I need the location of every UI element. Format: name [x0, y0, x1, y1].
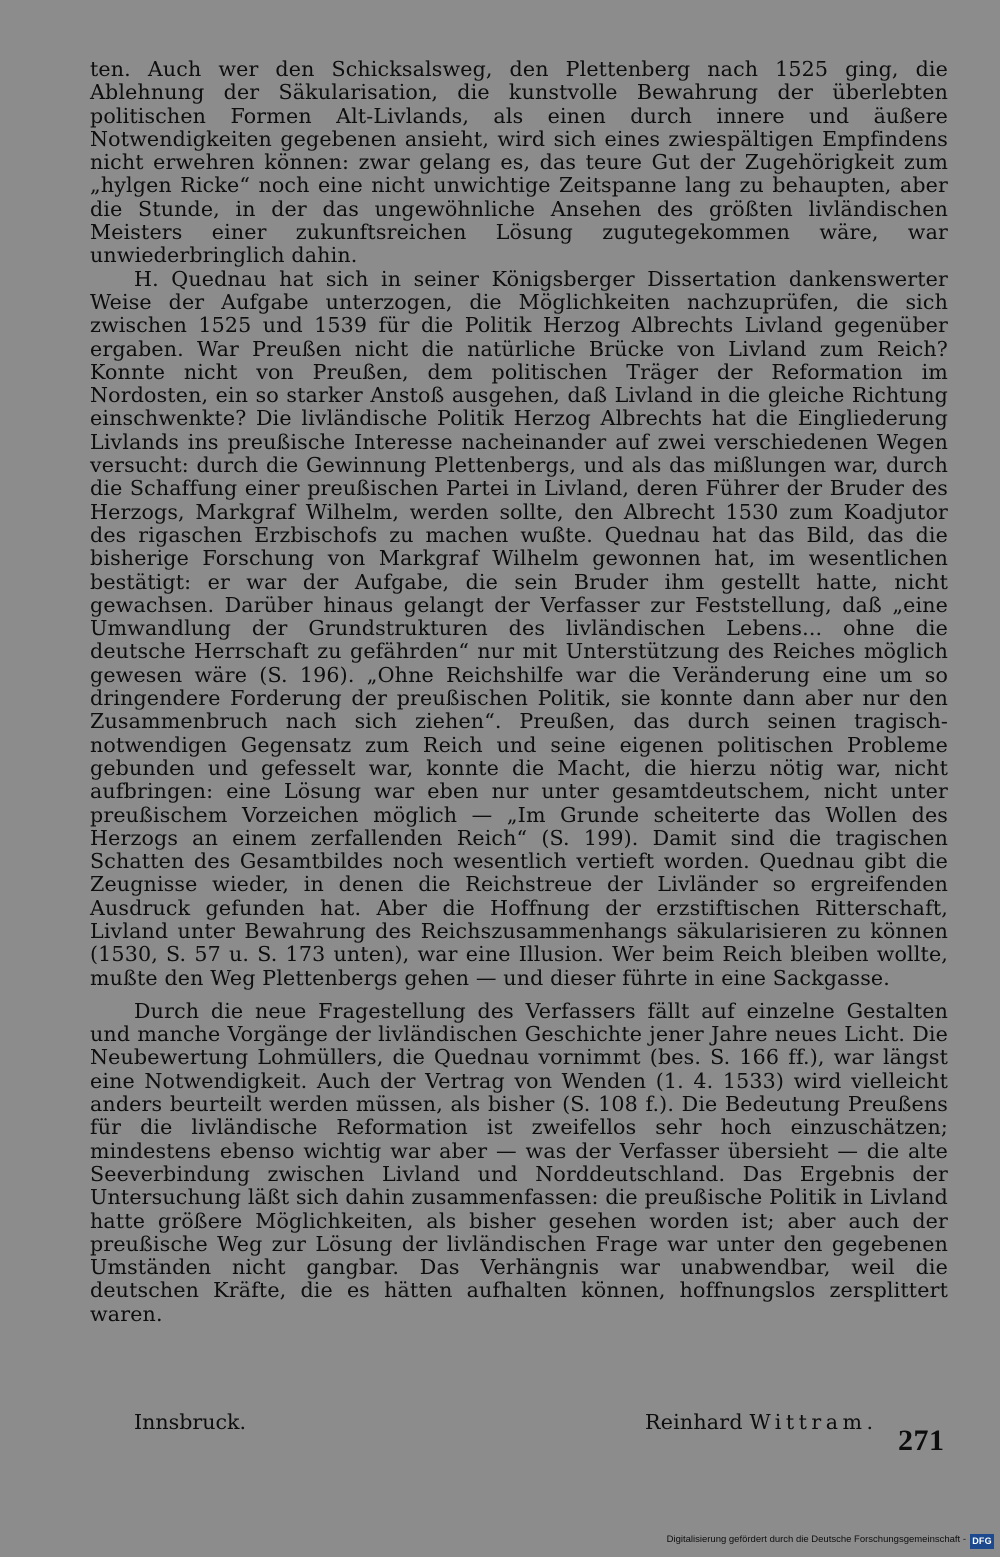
digitization-credit: Digitalisierung gefördert durch die Deutsche Forschungsgemeinschaft -	[666, 1534, 966, 1545]
signature-line	[90, 1405, 948, 1439]
paragraph-conclusion: Durch die neue Fragestellung des Verfassers fällt auf einzelne Gestalten und manche Vorgänge der livländischen Geschichte jener Jahre neues Licht. Die Neubewertung Lohmüllers, die Quednau vornimmt (bes. S. 166 ff.), war längst eine Notwendigkeit. Auch der Vertrag von Wenden (1. 4. 1533) wird vielleicht anders beurteilt werden müssen, als bisher (S. 108 f.). Die Bedeutung Preußens für die livländische Reformation ist zweifellos sehr hoch einzuschätzen; mindestens ebenso wichtig war aber — was der Verfasser übersieht — die alte Seeverbindung zwischen Livland und Norddeutschland. Das Ergebnis der Untersuchung läßt sich dahin zusammenfassen: die preußische Politik in Livland hatte größere Möglichkeiten, als bisher gesehen worden ist; aber auch der preußische Weg zur Lösung der livländischen Frage war unter den gegebenen Umständen nicht gangbar. Das Verhängnis war unabwendbar, weil die deutschen Kräfte, die es hätten aufhalten können, hoffnungslos zersplittert waren.	[90, 998, 948, 1326]
dfg-logo-icon: DFG	[970, 1534, 994, 1549]
author-last-name: Wittram.	[749, 1410, 878, 1434]
page-number: 271	[898, 1424, 945, 1457]
signature-author	[645, 1405, 878, 1439]
paragraph-quednau-dissertation: H. Quednau hat sich in seiner Königsberger Dissertation dankenswerter Weise der Aufgabe unterzogen, die Möglichkeiten nachzuprüfen, die sich zwischen 1525 und 1539 für die Politik Herzog Albrechts Livland gegenüber ergaben. War Preußen nicht die natürliche Brücke von Livland zum Reich? Konnte nicht von Preußen, dem politischen Träger der Reformation im Nordosten, ein so starker Anstoß ausgehen, daß Livland in die gleiche Richtung einschwenkte? Die livländische Politik Herzog Albrechts hat die Eingliederung Livlands ins preußische Interesse nacheinander auf zwei verschiedenen Wegen versucht: durch die Gewinnung Plettenbergs, und als das mißlungen war, durch die Schaffung einer preußischen Partei in Livland, deren Führer der Bruder des Herzogs, Markgraf Wilhelm, werden sollte, den Albrecht 1530 zum Koadjutor des rigaschen Erzbischofs zu machen wußte. Quednau hat das Bild, das die bisherige Forschung von Markgraf Wilhelm gewonnen hat, im wesentlichen bestätigt: er war der Aufgabe, die sein Bruder ihm gestellt hatte, nicht gewachsen. Darüber hinaus gelangt der Verfasser zur Feststellung, daß „eine Umwandlung der Grundstrukturen des livländischen Lebens... ohne die deutsche Herrschaft zu gefährden“ nur mit Unterstützung des Reiches möglich gewesen wäre (S. 196). „Ohne Reichshilfe war die Veränderung eine um so dringendere Forderung der preußischen Politik, sie konnte dann aber nur den Zusammenbruch nach sich ziehen“. Preußen, das durch seinen tragisch-notwendigen Gegensatz zum Reich und seine eigenen politischen Probleme gebunden und gefesselt war, konnte die Macht, die hierzu nötig war, nicht aufbringen: eine Lösung war eben nur unter gesamtdeutschem, nicht unter preußischem Vorzeichen möglich — „Im Grunde scheiterte das Wollen des Herzogs an einem zerfallenden Reich“ (S. 199). Damit sind die tragischen Schatten des Gesamtbildes noch wesentlich vertieft worden. Quednau gibt die Zeugnisse wieder, in denen die Reichstreue der Livländer so ergreifenden Ausdruck gefunden hat. Aber die Hoffnung der erzstiftischen Ritterschaft, Livland unter Bewahrung des Reichszusammenhangs säkularisieren zu können (1530, S. 57 u. S. 173 unten), war eine Illusion. Wer beim Reich bleiben wollte, mußte den Weg Plettenbergs gehen — und dieser führte in eine Sackgasse.	[90, 266, 948, 990]
author-first-name: Reinhard	[645, 1410, 743, 1434]
article-body	[90, 58, 948, 1326]
paragraph-continuation: ten. Auch wer den Schicksalsweg, den Plettenberg nach 1525 ging, die Ablehnung der Säkularisation, die kunstvolle Bewahrung der überlebten politischen Formen Alt-Livlands, als einen durch innere und äußere Notwendigkeiten gegebenen ansieht, wird sich eines zwiespältigen Empfindens nicht erwehren können: zwar gelang es, das teure Gut der Zugehörigkeit zum „hylgen Ricke“ noch eine nicht unwichtige Zeitspanne lang zu behaupten, aber die Stunde, in der das ungewöhnliche Ansehen des größten livländischen Meisters einer zukunftsreichen Lösung zugutegekommen wäre, war unwiederbringlich dahin.	[90, 57, 948, 268]
signature-place: Innsbruck.	[134, 1410, 247, 1434]
